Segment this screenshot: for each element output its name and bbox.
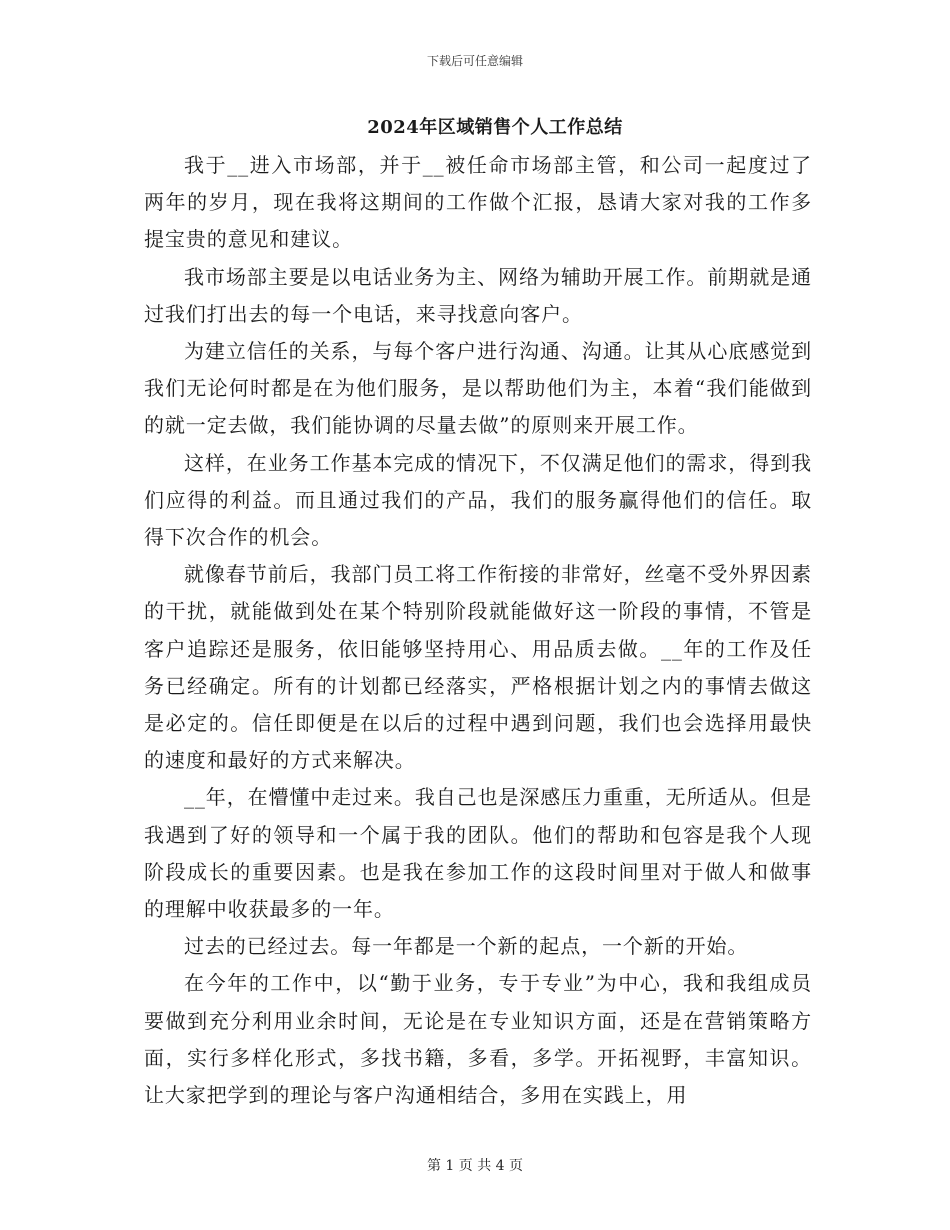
body-paragraph-8: 在今年的工作中，以“勤于业务，专于专业”为中心，我和我组成员要做到充分利用业余时间，无论是在专业知识方面，还是在营销策略方面，实行多样化形式，多找书籍，多看，多学。开拓视野，丰富知识。让大家把学到的理论与客户沟通相结合，多用在实践上，用	[144, 971, 812, 1108]
body-paragraph-3: 为建立信任的关系，与每个客户进行沟通、沟通。让其从心底感觉到我们无论何时都是在为他们服务，是以帮助他们为主，本着“我们能做到的就一定去做，我们能协调的尽量去做”的原则来开展工作。	[144, 339, 812, 438]
document-body	[144, 147, 812, 1114]
body-paragraph-4: 这样，在业务工作基本完成的情况下，不仅满足他们的需求，得到我们应得的利益。而且通过我们的产品，我们的服务赢得他们的信任。取得下次合作的机会。	[144, 450, 812, 550]
body-paragraph-6: __年，在懵懂中走过来。我自己也是深感压力重重，无所适从。但是我遇到了好的领导和一个属于我的团队。他们的帮助和包容是我个人现阶段成长的重要因素。也是我在参加工作的这段时间里对于做人和做事的理解中收获最多的一年。	[144, 785, 812, 922]
body-paragraph-1: 我于__进入市场部，并于__被任命市场部主管，和公司一起度过了两年的岁月，现在我将这期间的工作做个汇报，恳请大家对我的工作多提宝贵的意见和建议。	[144, 153, 812, 252]
document-title: 2024年区域销售个人工作总结	[367, 117, 623, 138]
page-number: 第 1 页 共 4 页	[426, 1158, 524, 1174]
page-header-note: 下载后可任意编辑	[426, 54, 523, 68]
body-paragraph-7: 过去的已经过去。每一年都是一个新的起点，一个新的开始。	[184, 934, 749, 959]
body-paragraph-5: 就像春节前后，我部门员工将工作衔接的非常好，丝毫不受外界因素的干扰，就能做到处在某个特别阶段就能做好这一阶段的事情，不管是客户追踪还是服务，依旧能够坚持用心、用品质去做。__年的工作及任务已经确定。所有的计划都已经落实，严格根据计划之内的事情去做这是必定的。信任即便是在以后的过程中遇到问题，我们也会选择用最快的速度和最好的方式来解决。	[144, 562, 812, 773]
body-paragraph-2: 我市场部主要是以电话业务为主、网络为辅助开展工作。前期就是通过我们打出去的每一个电话，来寻找意向客户。	[144, 264, 812, 326]
